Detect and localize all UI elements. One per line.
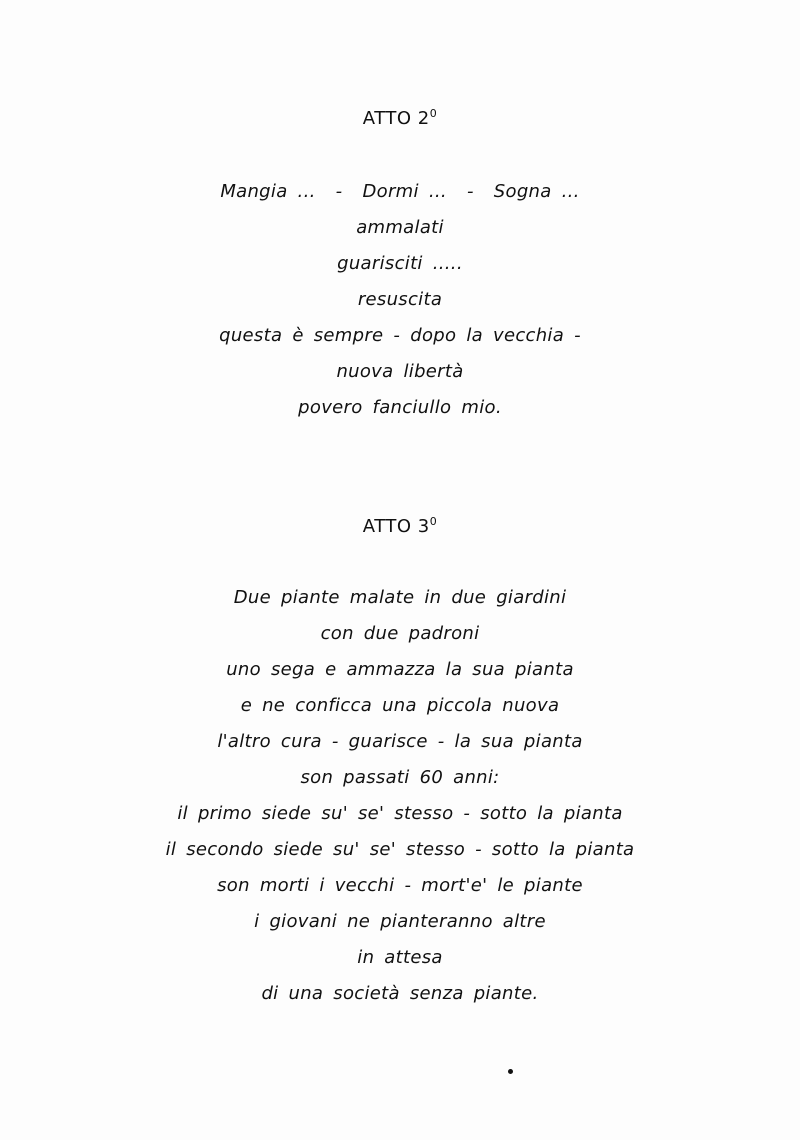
- verse-line: resuscita: [357, 289, 443, 310]
- verse-line: questa è sempre - dopo la vecchia -: [219, 325, 581, 346]
- act-3-heading-text: ATTO 3: [362, 516, 430, 537]
- verse-line: con due padroni: [320, 623, 480, 644]
- verse-line: di una società senza piante.: [261, 983, 539, 1004]
- act-3-heading-superscript: 0: [429, 515, 438, 528]
- verse-line: son passati 60 anni:: [300, 767, 500, 788]
- act-2-heading: [0, 107, 800, 129]
- verse-line: i giovani ne pianteranno altre: [254, 911, 546, 932]
- act-3-heading: [0, 515, 800, 537]
- verse-line: son morti i vecchi - mort'e' le piante: [217, 875, 583, 896]
- ink-speck: [508, 1069, 513, 1074]
- act-2-verse: [0, 174, 800, 426]
- verse-line: il primo siede su' se' stesso - sotto la pianta: [177, 803, 623, 824]
- verse-line: ammalati: [356, 217, 444, 238]
- verse-line: povero fanciullo mio.: [298, 397, 502, 418]
- act-2-heading-superscript: 0: [429, 107, 438, 120]
- verse-line: uno sega e ammazza la sua pianta: [226, 659, 574, 680]
- verse-line: Mangia ... - Dormi ... - Sogna ...: [220, 181, 580, 202]
- verse-line: in attesa: [357, 947, 443, 968]
- verse-line: guarisciti .....: [337, 253, 463, 274]
- verse-line: il secondo siede su' se' stesso - sotto la pianta: [165, 839, 635, 860]
- act-3-verse: [0, 580, 800, 1012]
- verse-line: l'altro cura - guarisce - la sua pianta: [217, 731, 583, 752]
- verse-line: nuova libertà: [336, 361, 464, 382]
- verse-line: Due piante malate in due giardini: [233, 587, 567, 608]
- verse-line: e ne conficca una piccola nuova: [240, 695, 560, 716]
- act-2-heading-text: ATTO 2: [362, 108, 430, 129]
